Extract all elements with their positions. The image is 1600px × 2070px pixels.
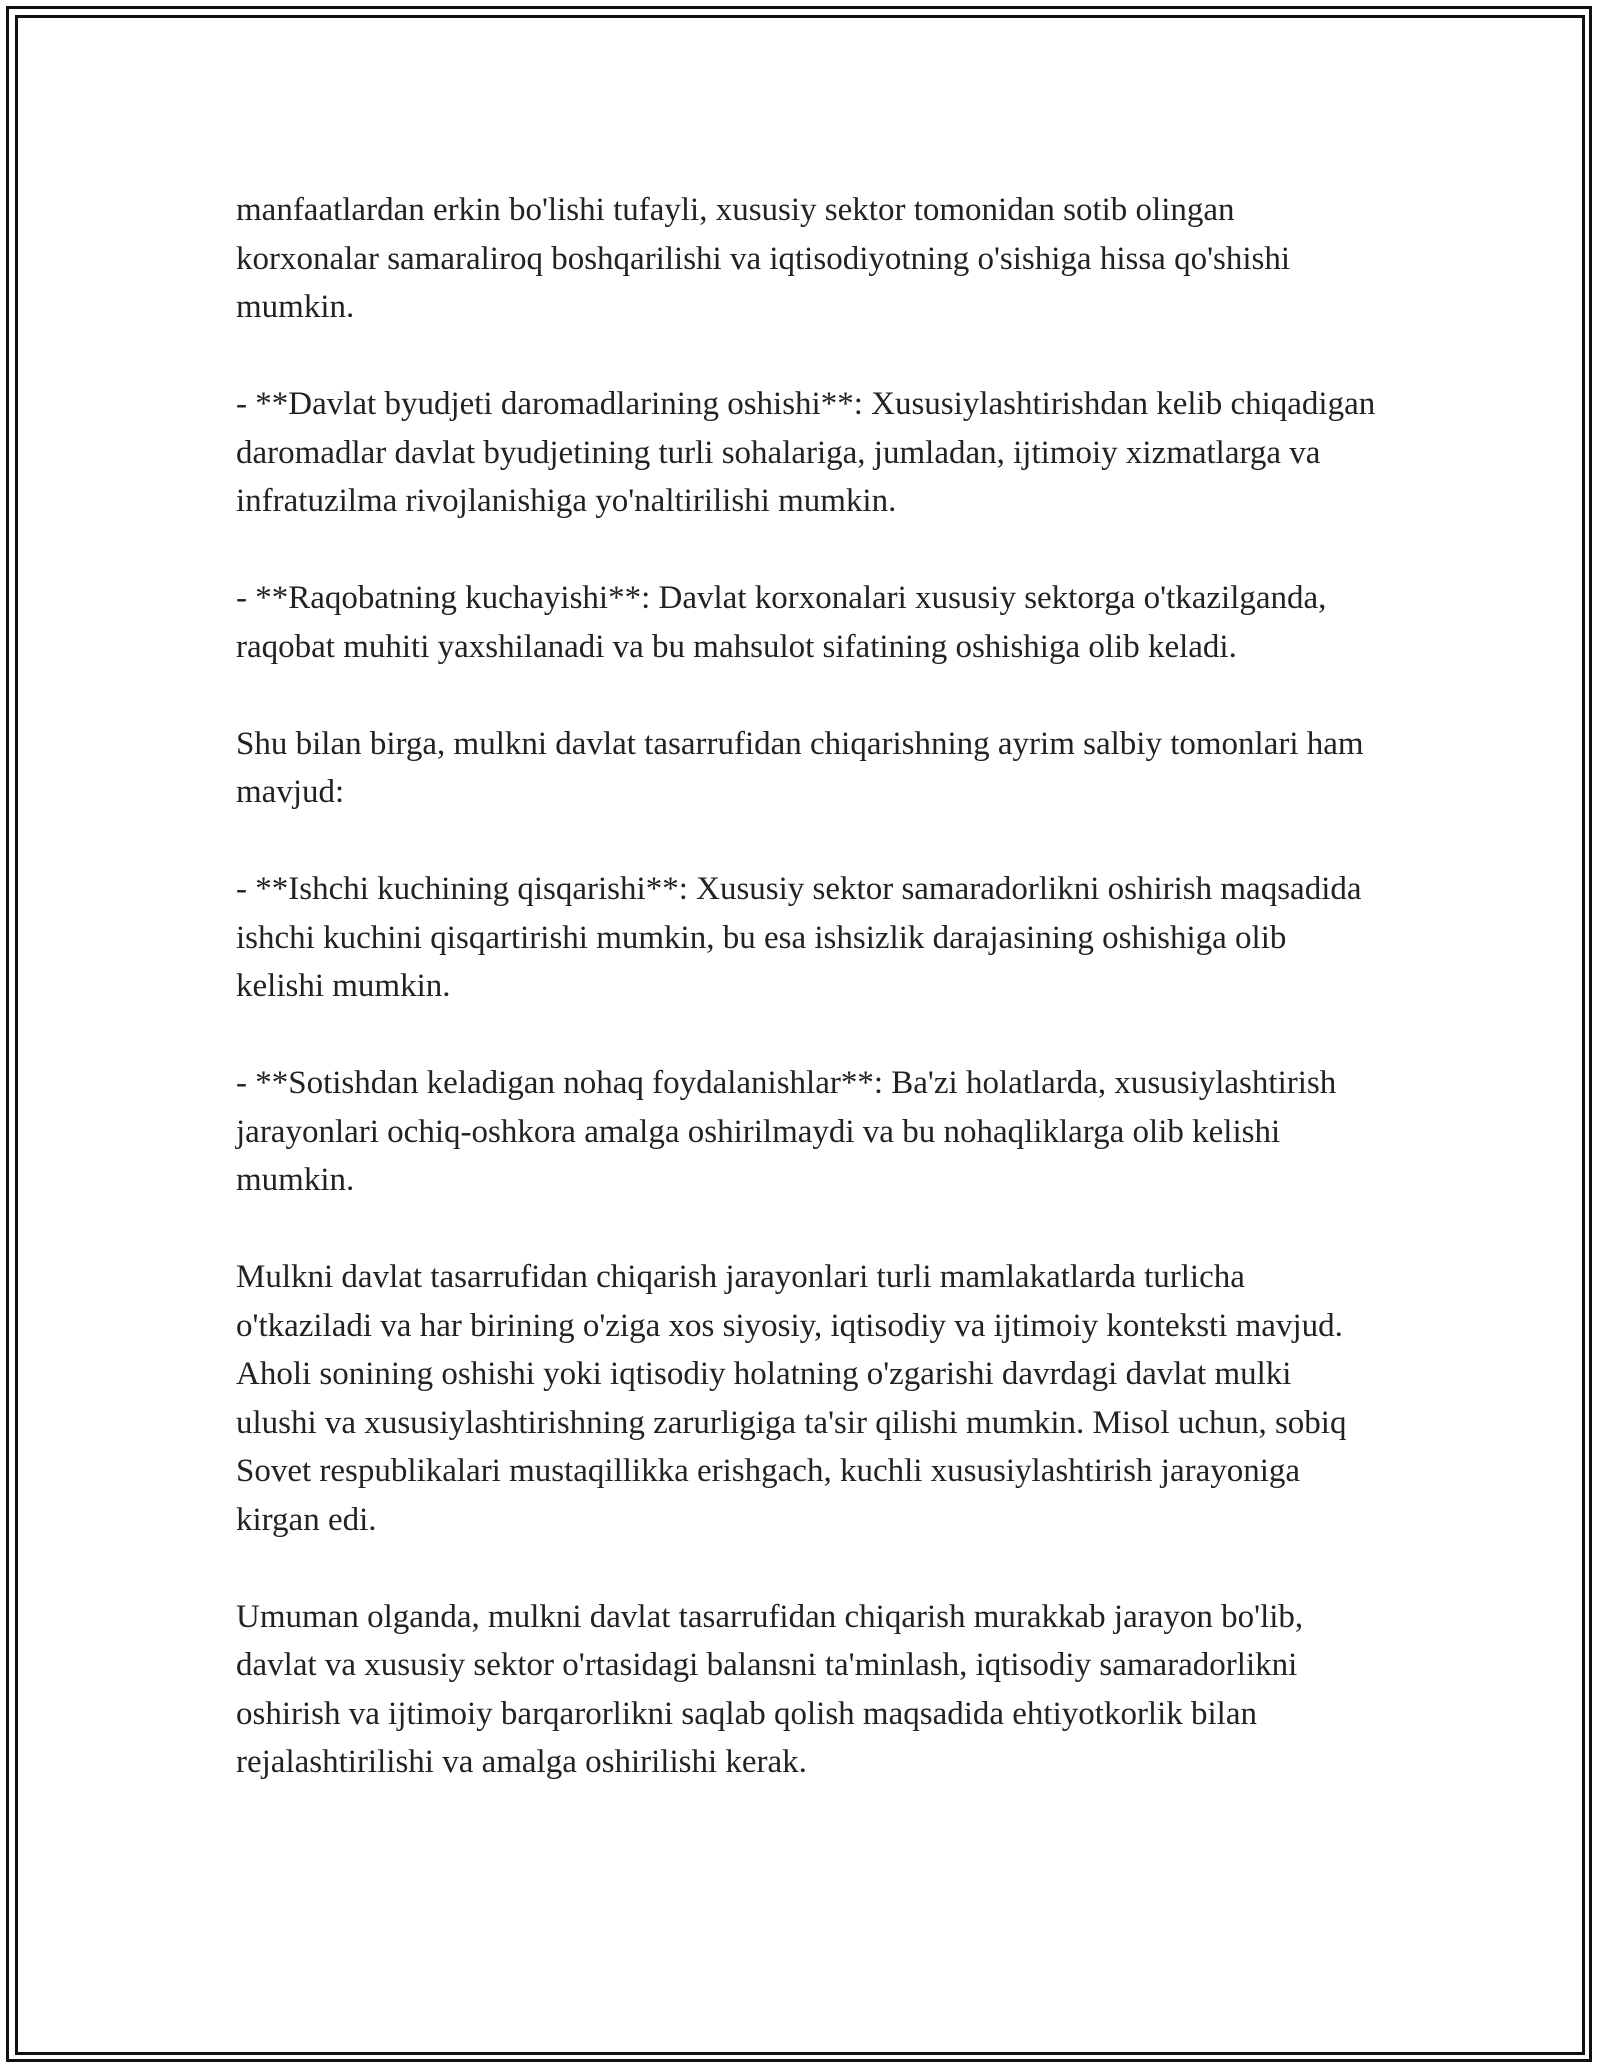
bullet-competition: - **Raqobatning kuchayishi**: Davlat korxonalari xususiy sektorga o'tkazilganda, raqobat muhiti yaxshilanadi va bu mahsulot sifatining oshishiga olib keladi. (236, 580, 1327, 665)
paragraph-conclusion: Umuman olganda, mulkni davlat tasarrufidan chiqarish murakkab jarayon bo'lib, davlat va xususiy sektor o'rtasidagi balansni ta'minlash, iqtisodiy samaradorlikni oshirish va ijtimoiy barqarorlikni saqlab qolish maqsadida ehtiyotkorlik bilan rejalashtirilishi va amalga oshirilishi kerak. (236, 1598, 1304, 1780)
paragraph-country-context: Mulkni davlat tasarrufidan chiqarish jarayonlari turli mamlakatlarda turlicha o'tkaziladi va har birining o'ziga xos siyosiy, iqtisodiy va ijtimoiy konteksti mavjud. Aholi sonining oshishi yoki iqtisodiy holatning o'zgarishi davrdagi davlat mulki ulushi va xususiylashtirishning zarurligiga ta'sir qilishi mumkin. Misol uchun, sobiq Sovet respublikalari mustaqillikka erishgach, kuchli xususiylashtirish jarayoniga kirgan edi. (236, 1259, 1347, 1538)
bullet-budget-revenue: - **Davlat byudjeti daromadlarining oshishi**: Xususiylashtirishdan kelib chiqadigan daromadlar davlat byudjetining turli sohalariga, jumladan, ijtimoiy xizmatlarga va infratuzilma rivojlanishiga yo'naltirilishi mumkin. (236, 386, 1376, 519)
bullet-workforce-reduction: - **Ishchi kuchining qisqarishi**: Xususiy sektor samaradorlikni oshirish maqsadida ishchi kuchini qisqartirishi mumkin, bu esa ishsizlik darajasining oshishiga olib kelishi mumkin. (236, 871, 1362, 1004)
document-body (236, 186, 1376, 1787)
paragraph-continuation: manfaatlardan erkin bo'lishi tufayli, xususiy sektor tomonidan sotib olingan korxonalar samaraliroq boshqarilishi va iqtisodiyotning o'sishiga hissa qo'shishi mumkin. (236, 192, 1291, 325)
paragraph-negative-intro: Shu bilan birga, mulkni davlat tasarrufidan chiqarishning ayrim salbiy tomonlari ham mavjud: (236, 725, 1364, 810)
bullet-unfair-sales: - **Sotishdan keladigan nohaq foydalanishlar**: Ba'zi holatlarda, xususiylashtirish jarayonlari ochiq-oshkora amalga oshirilmaydi va bu nohaqliklarga olib kelishi mumkin. (236, 1065, 1337, 1198)
